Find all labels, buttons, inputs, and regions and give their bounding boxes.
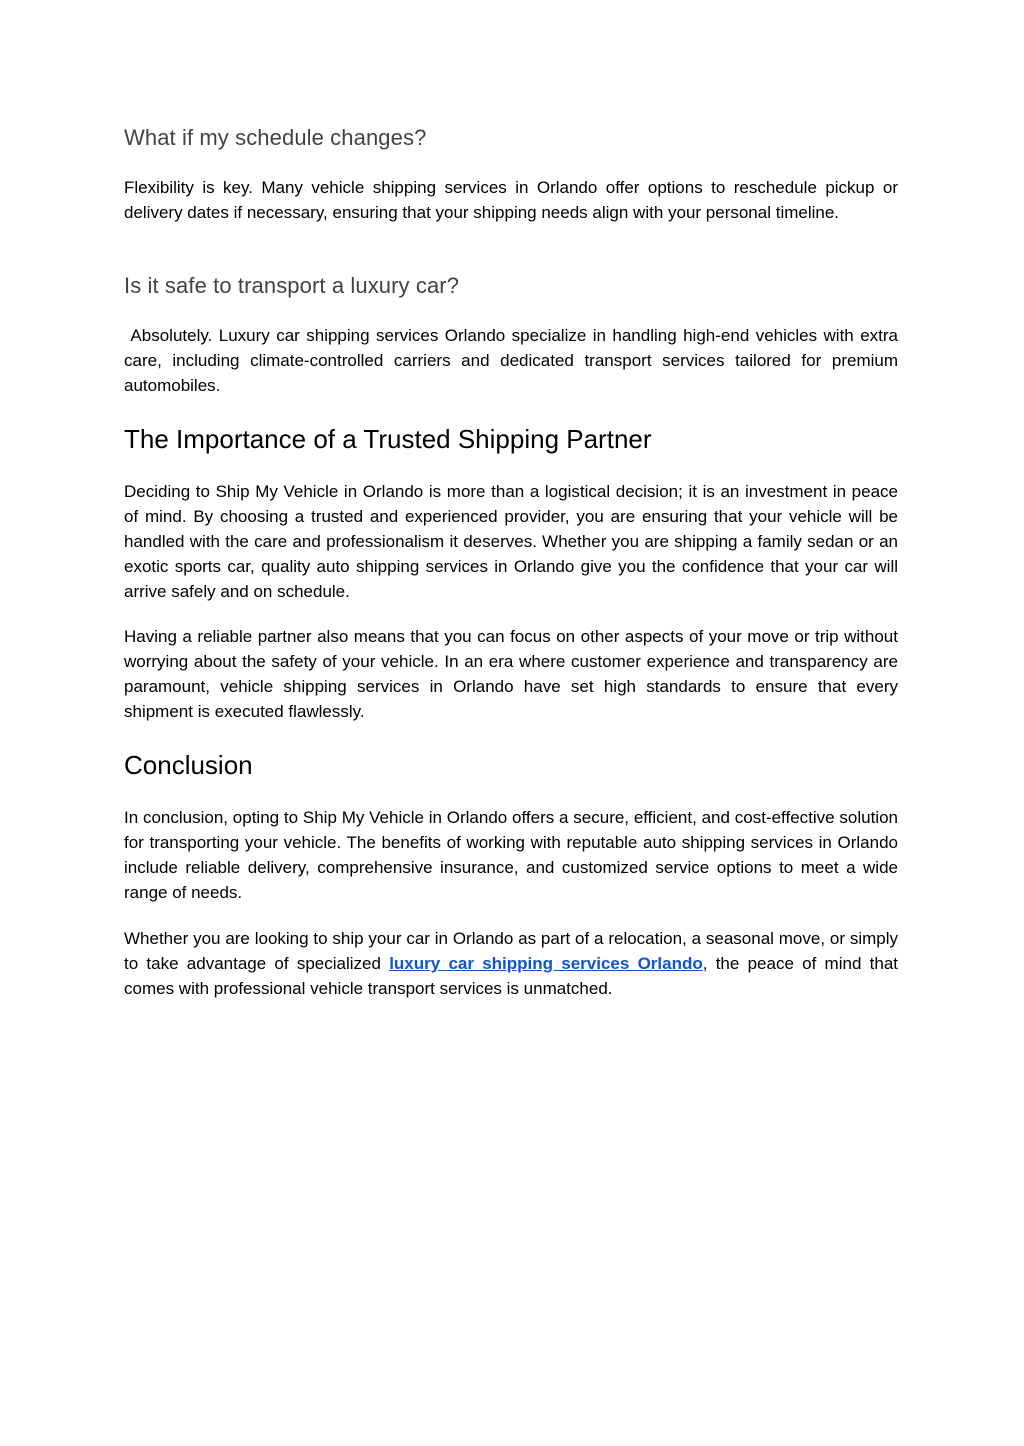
- conclusion-paragraph-1: In conclusion, opting to Ship My Vehicle in Orlando offers a secure, efficient, and cost-effective solution for transporting your vehicle. The benefits of working with reputable auto shipping services in Orlando include reliable delivery, comprehensive insurance, and customized service options to meet a wide range of needs.: [124, 808, 898, 902]
- conclusion-paragraph-2: [124, 926, 898, 1001]
- schedule-paragraph: Flexibility is key. Many vehicle shipping services in Orlando offer options to reschedule pickup or delivery dates if necessary, ensuring that your shipping needs align with your personal timeline.: [124, 178, 898, 222]
- importance-paragraph-2: Having a reliable partner also means that you can focus on other aspects of your move or trip without worrying about the safety of your vehicle. In an era where customer experience and transparency are paramount, vehicle shipping services in Orlando have set high standards to ensure that every shipment is executed flawlessly.: [124, 627, 898, 721]
- schedule-heading: What if my schedule changes?: [124, 125, 427, 150]
- conclusion-text-before-link: Whether you are looking to ship your car in Orlando as part of a relocation, a seasonal move, or simply to take advantage of specialized: [124, 929, 898, 973]
- importance-heading: The Importance of a Trusted Shipping Partner: [124, 424, 652, 454]
- luxury-paragraph: Absolutely. Luxury car shipping services Orlando specialize in handling high-end vehicles with extra care, including climate-controlled carriers and dedicated transport services tailored for premium automobiles.: [124, 326, 898, 395]
- importance-paragraph-1: Deciding to Ship My Vehicle in Orlando is more than a logistical decision; it is an investment in peace of mind. By choosing a trusted and experienced provider, you are ensuring that your vehicle will be handled with the care and professionalism it deserves. Whether you are shipping a family sedan or an exotic sports car, quality auto shipping services in Orlando give you the confidence that your car will arrive safely and on schedule.: [124, 482, 898, 601]
- conclusion-text-after-link: , the peace of mind that comes with professional vehicle transport services is unmatched.: [124, 954, 898, 998]
- conclusion-heading: Conclusion: [124, 750, 253, 780]
- luxury-shipping-link[interactable]: luxury car shipping services Orlando: [389, 954, 703, 973]
- luxury-heading: Is it safe to transport a luxury car?: [124, 273, 460, 298]
